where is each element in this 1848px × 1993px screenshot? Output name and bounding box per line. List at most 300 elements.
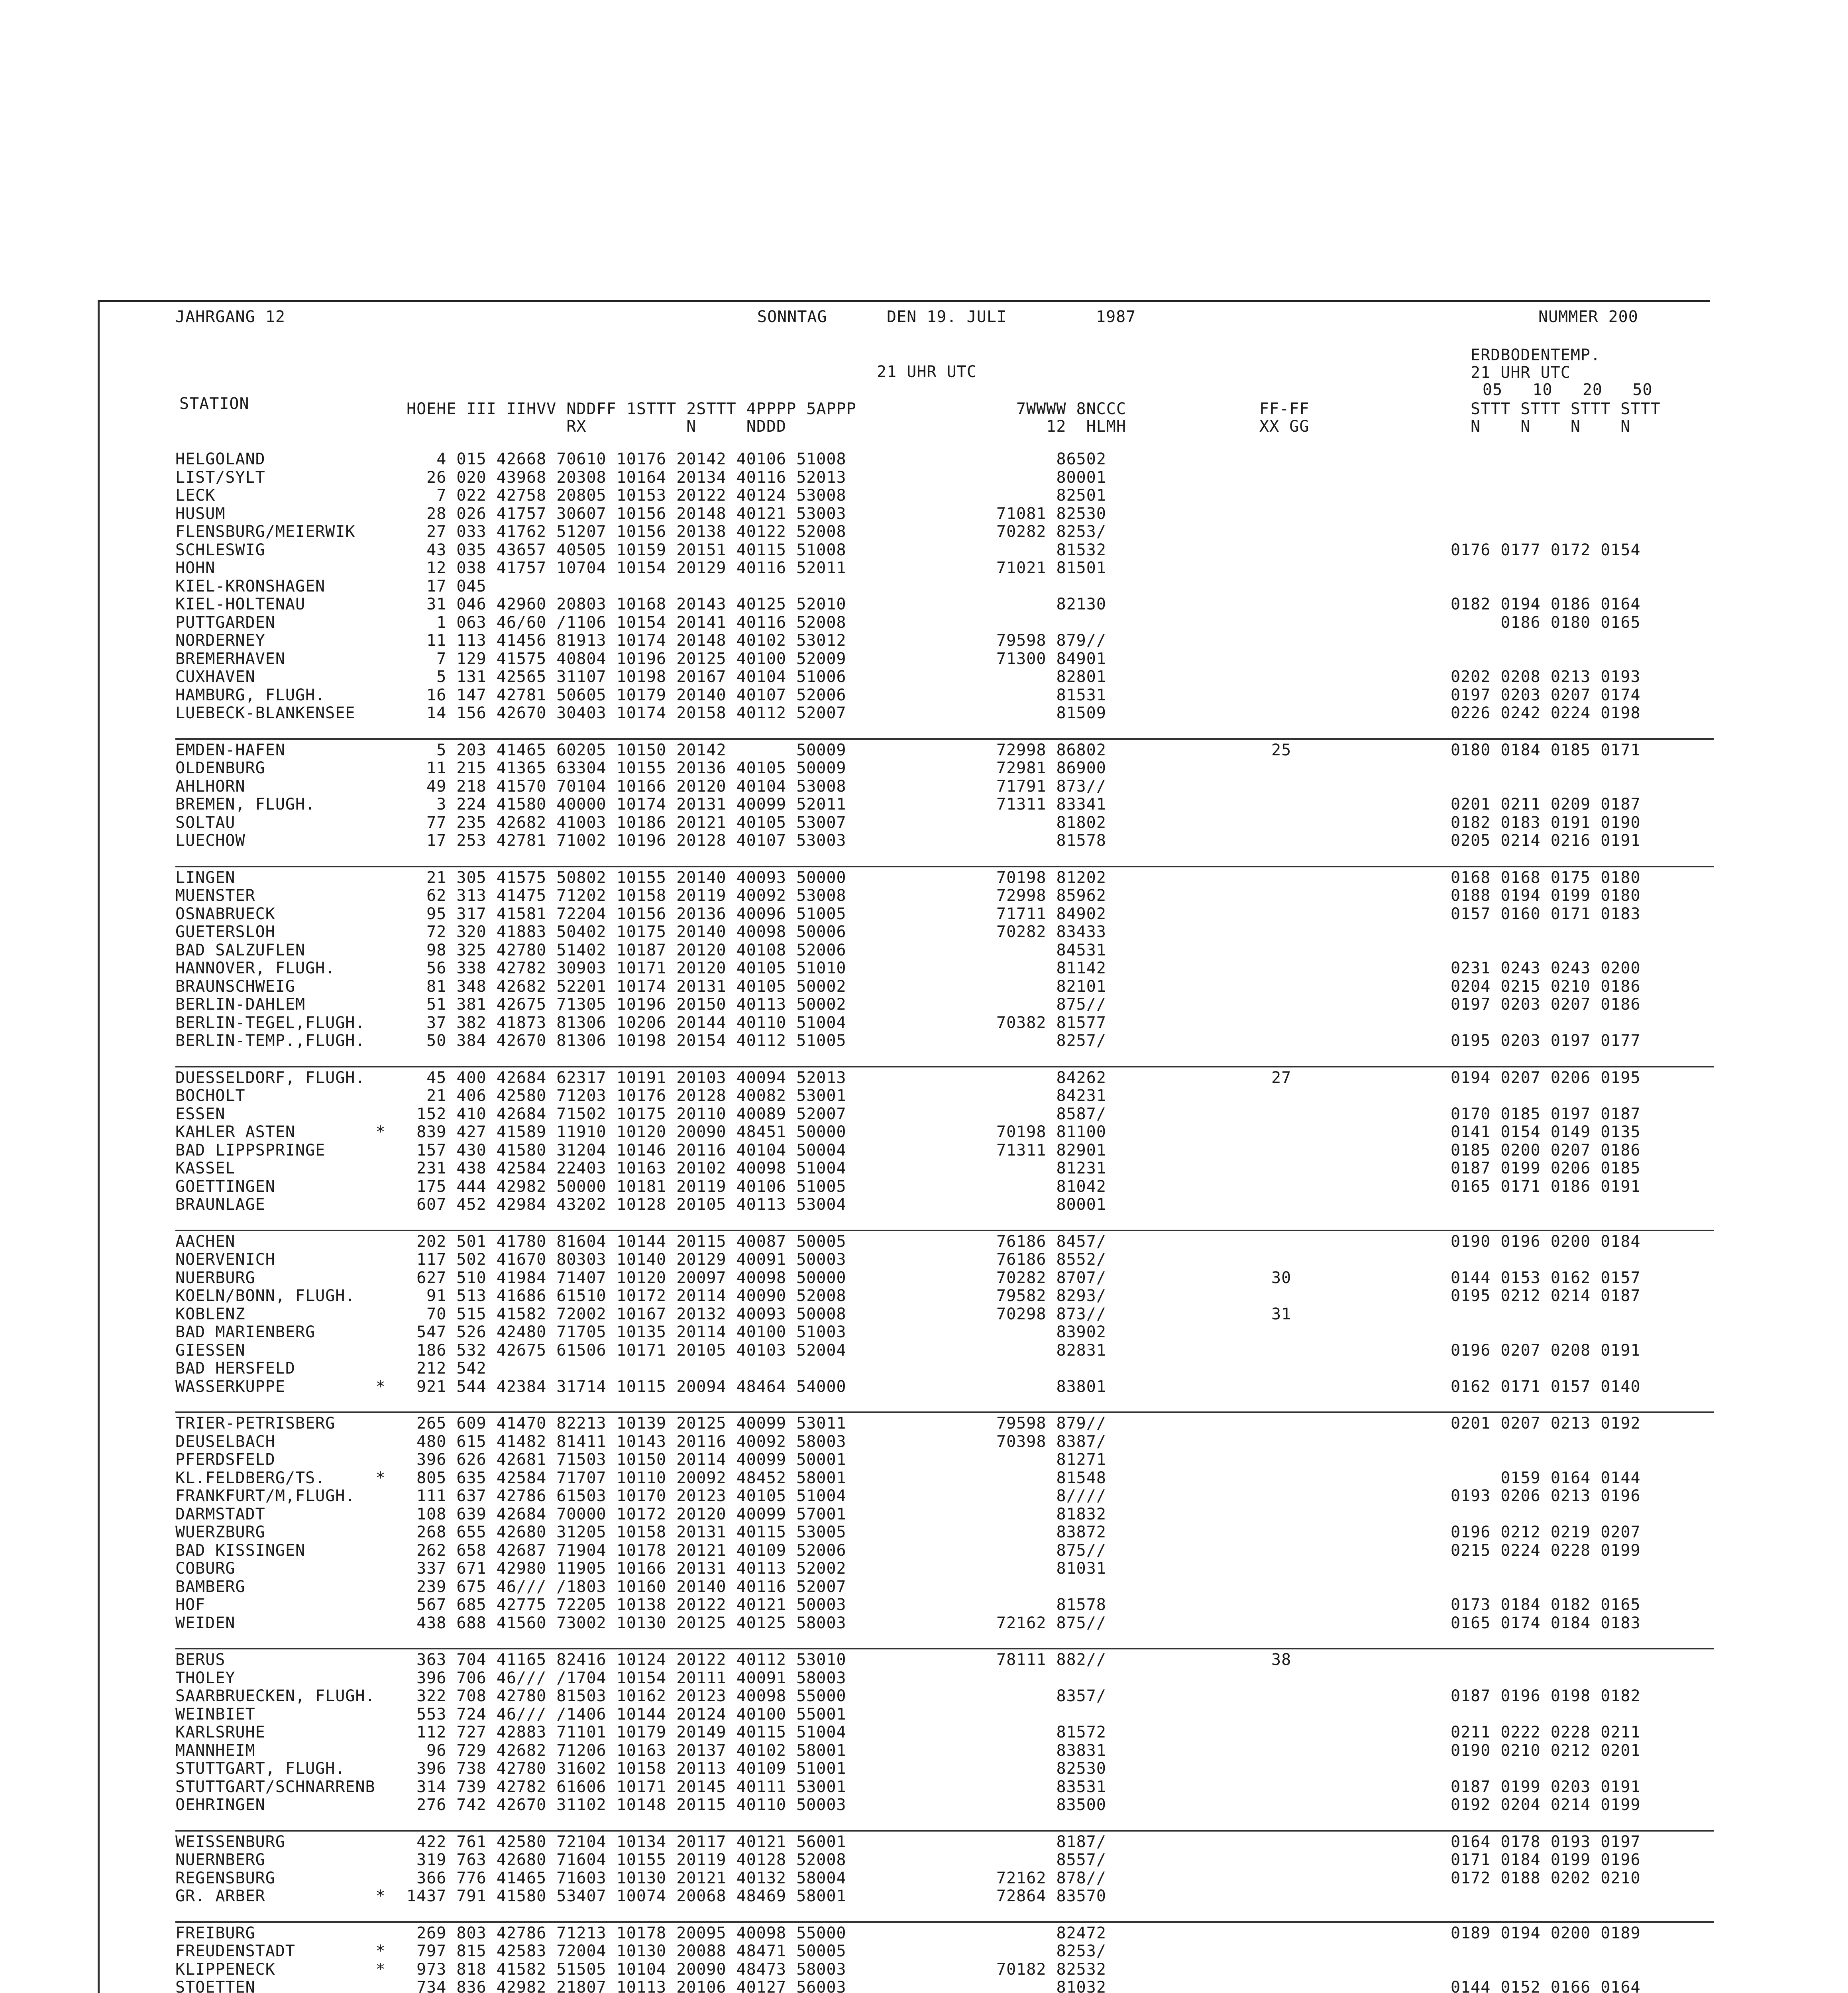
station-name: BERLIN-TEGEL,FLUGH.: [175, 1013, 365, 1032]
table-row: [175, 1887, 1714, 1906]
synop-groups: 875//: [996, 1541, 1106, 1560]
station-name: KAHLER ASTEN: [175, 1123, 295, 1141]
jahrgang-label: JAHRGANG 12: [175, 308, 285, 326]
main-groups: 81 348 42682 52201 10174 20131 40105 50002: [407, 977, 846, 996]
gust-value: 31: [1271, 1305, 1292, 1323]
synop-groups: 71081 82530: [996, 504, 1106, 523]
station-name: THOLEY: [175, 1669, 236, 1687]
table-row: [175, 1069, 1714, 1087]
main-groups: 212 542: [407, 1359, 487, 1378]
main-groups: 95 317 41581 72204 10156 20136 40096 51005: [407, 904, 846, 923]
main-groups: 49 218 41570 70104 10166 20120 40104 53008: [407, 777, 846, 796]
station-name: HANNOVER, FLUGH.: [175, 959, 336, 977]
main-groups: 157 430 41580 31204 10146 20116 40104 50004: [407, 1141, 846, 1160]
station-name: AHLHORN: [175, 777, 245, 796]
soil-temperatures: 0186 0180 0165: [1451, 613, 1641, 632]
soil-temperatures: 0187 0196 0198 0182: [1451, 1687, 1641, 1705]
synop-groups: 70198 81100: [996, 1123, 1106, 1141]
station-name: HOF: [175, 1596, 206, 1614]
main-groups: 45 400 42684 62317 10191 20103 40094 52013: [407, 1068, 846, 1087]
mountain-station-mark: *: [375, 1942, 386, 1960]
station-name: SAARBRUECKEN, FLUGH.: [175, 1687, 375, 1705]
station-name: LECK: [175, 486, 216, 505]
synop-groups: 81578: [996, 1596, 1106, 1614]
main-groups: 276 742 42670 31102 10148 20115 40110 50003: [407, 1796, 846, 1814]
soil-time: 21 UHR UTC: [1471, 364, 1571, 382]
table-row: [175, 1542, 1714, 1560]
soil-temperatures: 0165 0174 0184 0183: [1451, 1614, 1641, 1632]
column-gust-subheader: XX GG: [1259, 417, 1310, 436]
main-groups: 111 637 42786 61503 10170 20123 40105 51004: [407, 1487, 846, 1505]
table-row: [175, 1578, 1714, 1596]
main-groups: 17 253 42781 71002 10196 20128 40107 53003: [407, 831, 846, 850]
station-name: FLENSBURG/MEIERWIK: [175, 523, 355, 541]
soil-temperatures: 0196 0212 0219 0207: [1451, 1523, 1641, 1541]
main-groups: 37 382 41873 81306 10206 20144 40110 51004: [407, 1013, 846, 1032]
station-name: AACHEN: [175, 1232, 236, 1251]
table-row: [175, 814, 1714, 832]
station-name: BERLIN-DAHLEM: [175, 995, 306, 1014]
main-groups: 112 727 42883 71101 10179 20149 40115 51004: [407, 1723, 846, 1741]
synop-groups: 8253/: [996, 1942, 1106, 1960]
station-name: STUTTGART, FLUGH.: [175, 1759, 346, 1778]
main-groups: 12 038 41757 10704 10154 20129 40116 52011: [407, 559, 846, 577]
soil-temperatures: 0172 0188 0202 0210: [1451, 1869, 1641, 1887]
mountain-station-mark: *: [375, 1960, 386, 1979]
table-row: [175, 1560, 1714, 1578]
station-name: MANNHEIM: [175, 1741, 255, 1760]
soil-temperatures: 0176 0177 0172 0154: [1451, 541, 1641, 559]
soil-temperatures: 0205 0214 0216 0191: [1451, 831, 1641, 850]
station-name: NUERNBERG: [175, 1851, 265, 1869]
station-name: KL.FELDBERG/TS.: [175, 1468, 326, 1487]
table-row: [175, 941, 1714, 960]
synop-groups: 72864 83570: [996, 1887, 1106, 1905]
soil-temperatures: 0189 0194 0200 0189: [1451, 1924, 1641, 1942]
synop-groups: 86502: [996, 450, 1106, 468]
main-groups: 262 658 42687 71904 10178 20121 40109 52006: [407, 1541, 846, 1560]
synop-groups: 81031: [996, 1559, 1106, 1578]
gust-value: 38: [1271, 1651, 1292, 1669]
soil-temperatures: 0141 0154 0149 0135: [1451, 1123, 1641, 1141]
synop-groups: 81032: [996, 1978, 1106, 1993]
main-groups: 607 452 42984 43202 10128 20105 40113 53004: [407, 1195, 846, 1214]
station-name: STOETTEN: [175, 1978, 255, 1993]
soil-temperatures: 0195 0203 0197 0177: [1451, 1032, 1641, 1050]
synop-groups: 72162 878//: [996, 1869, 1106, 1887]
table-row: [175, 1687, 1714, 1706]
table-row: [175, 1506, 1714, 1524]
synop-groups: 72981 86900: [996, 759, 1106, 777]
synop-groups: 82831: [996, 1341, 1106, 1360]
main-groups: 5 203 41465 60205 10150 20142 50009: [407, 741, 846, 759]
table-row: [175, 1178, 1714, 1196]
main-groups: 553 724 46/// /1406 10144 20124 40100 55001: [407, 1705, 846, 1724]
soil-temperatures: 0171 0184 0199 0196: [1451, 1851, 1641, 1869]
station-name: NOERVENICH: [175, 1250, 275, 1269]
station-name: TRIER-PETRISBERG: [175, 1414, 336, 1433]
column-main-subheader: RX N NDDD: [407, 417, 787, 436]
station-name: BERLIN-TEMP.,FLUGH.: [175, 1032, 365, 1050]
soil-temperatures: 0231 0243 0243 0200: [1451, 959, 1641, 977]
synop-groups: 83872: [996, 1523, 1106, 1541]
station-name: PFERDSFELD: [175, 1451, 275, 1469]
main-groups: 396 626 42681 71503 10150 20114 40099 50001: [407, 1451, 846, 1469]
table-row: [175, 1415, 1714, 1433]
main-groups: 734 836 42982 21807 10113 20106 40127 56003: [407, 1978, 846, 1993]
main-groups: 5 131 42565 31107 10198 20167 40104 51006: [407, 668, 846, 686]
station-group: [175, 1411, 1714, 1632]
synop-groups: 8557/: [996, 1851, 1106, 1869]
main-groups: 31 046 42960 20803 10168 20143 40125 52010: [407, 595, 846, 613]
table-row: [175, 1869, 1714, 1888]
table-row: [175, 469, 1714, 487]
table-row: [175, 1487, 1714, 1506]
table-row: [175, 614, 1714, 632]
soil-temperatures: 0187 0199 0206 0185: [1451, 1159, 1641, 1177]
soil-temp-title: ERDBODENTEMP.: [1471, 346, 1601, 364]
table-row: [175, 869, 1714, 887]
station-name: NUERBURG: [175, 1268, 255, 1287]
station-name: WASSERKUPPE: [175, 1377, 285, 1396]
table-row: [175, 1778, 1714, 1796]
station-name: COBURG: [175, 1559, 236, 1578]
table-row: [175, 1942, 1714, 1961]
synop-groups: 82472: [996, 1924, 1106, 1942]
synop-groups: 70298 873//: [996, 1305, 1106, 1323]
station-group: [175, 866, 1714, 1050]
station-name: KIEL-HOLTENAU: [175, 595, 306, 613]
soil-temperatures: 0170 0185 0197 0187: [1451, 1105, 1641, 1123]
station-name: LIST/SYLT: [175, 468, 265, 487]
main-groups: 72 320 41883 50402 10175 20140 40098 50006: [407, 923, 846, 941]
station-name: NORDERNEY: [175, 631, 265, 650]
main-groups: 27 033 41762 51207 10156 20138 40122 52008: [407, 523, 846, 541]
column-synop-header: 7WWWW 8NCCC: [1016, 400, 1126, 418]
main-groups: 28 026 41757 30607 10156 20148 40121 53003: [407, 504, 846, 523]
station-name: DEUSELBACH: [175, 1432, 275, 1451]
mountain-station-mark: *: [375, 1468, 386, 1487]
table-row: [175, 887, 1714, 905]
main-groups: 98 325 42780 51402 10187 20120 40108 52006: [407, 941, 846, 959]
table-row: [175, 1087, 1714, 1105]
main-groups: 322 708 42780 81503 10162 20123 40098 55000: [407, 1687, 846, 1705]
station-name: KOBLENZ: [175, 1305, 245, 1323]
soil-temperatures: 0192 0204 0214 0199: [1451, 1796, 1641, 1814]
synop-groups: 72998 85962: [996, 886, 1106, 905]
main-groups: 3 224 41580 40000 10174 20131 40099 52011: [407, 795, 846, 814]
main-groups: 268 655 42680 31205 10158 20131 40115 53005: [407, 1523, 846, 1541]
synop-groups: 70382 81577: [996, 1013, 1106, 1032]
column-main-header: HOEHE III IIHVV NDDFF 1STTT 2STTT 4PPPP 5APPP: [407, 400, 856, 418]
synop-groups: 81578: [996, 831, 1106, 850]
synop-groups: 72998 86802: [996, 741, 1106, 759]
table-row: [175, 1014, 1714, 1032]
column-soil-subheader: N N N N: [1471, 417, 1631, 436]
main-groups: 152 410 42684 71502 10175 20110 40089 52007: [407, 1105, 846, 1123]
station-name: MUENSTER: [175, 886, 255, 905]
main-groups: 231 438 42584 22403 10163 20102 40098 51004: [407, 1159, 846, 1177]
synop-groups: 82101: [996, 977, 1106, 996]
soil-temperatures: 0165 0171 0186 0191: [1451, 1177, 1641, 1196]
soil-temperatures: 0195 0212 0214 0187: [1451, 1287, 1641, 1305]
main-groups: 108 639 42684 70000 10172 20120 40099 57001: [407, 1505, 846, 1523]
main-groups: 51 381 42675 71305 10196 20150 40113 50002: [407, 995, 846, 1014]
station-name: BREMERHAVEN: [175, 649, 285, 668]
table-row: [175, 759, 1714, 778]
main-groups: 269 803 42786 71213 10178 20095 40098 55000: [407, 1924, 846, 1942]
station-name: HELGOLAND: [175, 450, 265, 468]
table-row: [175, 505, 1714, 523]
synop-groups: 8187/: [996, 1832, 1106, 1851]
soil-temperatures: 0157 0160 0171 0183: [1451, 904, 1641, 923]
table-row: [175, 832, 1714, 850]
synop-groups: 81802: [996, 813, 1106, 832]
station-name: GOETTINGEN: [175, 1177, 275, 1196]
main-groups: 11 215 41365 63304 10155 20136 40105 50009: [407, 759, 846, 777]
soil-temperatures: 0196 0207 0208 0191: [1451, 1341, 1641, 1360]
table-row: [175, 541, 1714, 560]
column-gust-header: FF-FF: [1259, 400, 1310, 418]
main-groups: 1437 791 41580 53407 10074 20068 48469 58001: [407, 1887, 846, 1905]
table-row: [175, 905, 1714, 924]
synop-groups: 84531: [996, 941, 1106, 959]
gust-value: 30: [1271, 1268, 1292, 1287]
synop-groups: 71311 82901: [996, 1141, 1106, 1160]
soil-temperatures: 0211 0222 0228 0211: [1451, 1723, 1641, 1741]
station-name: WEISSENBURG: [175, 1832, 285, 1851]
main-groups: 973 818 41582 51505 10104 20090 48473 58003: [407, 1960, 846, 1979]
main-groups: 43 035 43657 40505 10159 20151 40115 51008: [407, 541, 846, 559]
main-groups: 805 635 42584 71707 10110 20092 48452 58001: [407, 1468, 846, 1487]
column-soil-header: STTT STTT STTT STTT: [1471, 400, 1661, 418]
soil-temperatures: 0144 0153 0162 0157: [1451, 1268, 1641, 1287]
table-row: [175, 1469, 1714, 1488]
table-row: [175, 523, 1714, 541]
soil-temperatures: 0182 0183 0191 0190: [1451, 813, 1641, 832]
synop-groups: 78111 882//: [996, 1651, 1106, 1669]
main-groups: 839 427 41589 11910 10120 20090 48451 50000: [407, 1123, 846, 1141]
synop-groups: 83801: [996, 1377, 1106, 1396]
soil-temperatures: 0197 0203 0207 0174: [1451, 686, 1641, 704]
synop-groups: 8257/: [996, 1032, 1106, 1050]
station-name: OLDENBURG: [175, 759, 265, 777]
synop-groups: 83531: [996, 1777, 1106, 1796]
table-row: [175, 1305, 1714, 1324]
station-name: DARMSTADT: [175, 1505, 265, 1523]
station-name: WEIDEN: [175, 1614, 236, 1632]
station-name: FRANKFURT/M,FLUGH.: [175, 1487, 355, 1505]
table-row: [175, 487, 1714, 505]
table-row: [175, 1924, 1714, 1943]
table-row: [175, 1233, 1714, 1251]
column-station: STATION: [179, 395, 249, 413]
station-name: LUECHOW: [175, 831, 245, 850]
soil-temperatures: 0180 0184 0185 0171: [1451, 741, 1641, 759]
soil-temperatures: 0185 0200 0207 0186: [1451, 1141, 1641, 1160]
main-groups: 70 515 41582 72002 10167 20132 40093 50008: [407, 1305, 846, 1323]
synop-groups: 70282 8253/: [996, 523, 1106, 541]
gust-value: 27: [1271, 1068, 1292, 1087]
station-name: KIEL-KRONSHAGEN: [175, 577, 326, 596]
mountain-station-mark: *: [375, 1887, 386, 1905]
main-groups: 16 147 42781 50605 10179 20140 40107 52006: [407, 686, 846, 704]
table-row: [175, 1123, 1714, 1142]
station-name: ESSEN: [175, 1105, 226, 1123]
station-name: FREIBURG: [175, 1924, 255, 1942]
main-groups: 319 763 42680 71604 10155 20119 40128 52008: [407, 1851, 846, 1869]
issue-number: NUMMER 200: [1538, 308, 1638, 326]
main-groups: 7 129 41575 40804 10196 20125 40100 52009: [407, 649, 846, 668]
main-groups: 56 338 42782 30903 10171 20120 40105 51010: [407, 959, 846, 977]
station-name: BAD KISSINGEN: [175, 1541, 306, 1560]
main-groups: 202 501 41780 81604 10144 20115 40087 50005: [407, 1232, 846, 1251]
station-name: CUXHAVEN: [175, 668, 255, 686]
main-groups: 366 776 41465 71603 10130 20121 40132 58004: [407, 1869, 846, 1887]
table-row: [175, 1360, 1714, 1378]
synop-groups: 82530: [996, 1759, 1106, 1778]
station-name: OSNABRUECK: [175, 904, 275, 923]
synop-groups: 71711 84902: [996, 904, 1106, 923]
main-groups: 21 305 41575 50802 10155 20140 40093 50000: [407, 868, 846, 887]
synop-groups: 81832: [996, 1505, 1106, 1523]
station-group: [175, 1830, 1714, 1906]
synop-groups: 81231: [996, 1159, 1106, 1177]
synop-groups: 82501: [996, 486, 1106, 505]
main-groups: 91 513 41686 61510 10172 20114 40090 52008: [407, 1287, 846, 1305]
soil-temperatures: 0159 0164 0144: [1451, 1468, 1641, 1487]
table-row: [175, 1651, 1714, 1669]
station-name: LUEBECK-BLANKENSEE: [175, 704, 355, 722]
main-groups: 17 045: [407, 577, 487, 596]
station-name: GIESSEN: [175, 1341, 245, 1360]
station-name: REGENSBURG: [175, 1869, 275, 1887]
soil-temperatures: 0190 0196 0200 0184: [1451, 1232, 1641, 1251]
soil-temperatures: 0201 0207 0213 0192: [1451, 1414, 1641, 1433]
synop-groups: 79582 8293/: [996, 1287, 1106, 1305]
table-row: [175, 1833, 1714, 1851]
main-groups: 62 313 41475 71202 10158 20119 40092 53008: [407, 886, 846, 905]
synop-groups: 79598 879//: [996, 631, 1106, 650]
main-groups: 11 113 41456 81913 10174 20148 40102 53012: [407, 631, 846, 650]
station-name: PUTTGARDEN: [175, 613, 275, 632]
soil-temperatures: 0197 0203 0207 0186: [1451, 995, 1641, 1014]
table-row: [175, 1451, 1714, 1469]
table-row: [175, 596, 1714, 614]
synop-groups: 71021 81501: [996, 559, 1106, 577]
station-name: BAD MARIENBERG: [175, 1323, 316, 1341]
station-name: STUTTGART/SCHNARRENB: [175, 1777, 375, 1796]
synop-groups: 81042: [996, 1177, 1106, 1196]
observation-time: 21 UHR UTC: [877, 363, 977, 381]
soil-temperatures: 0204 0215 0210 0186: [1451, 977, 1641, 996]
station-name: BOCHOLT: [175, 1087, 245, 1105]
station-name: KOELN/BONN, FLUGH.: [175, 1287, 355, 1305]
synop-groups: 76186 8457/: [996, 1232, 1106, 1251]
main-groups: 7 022 42758 20805 10153 20122 40124 53008: [407, 486, 846, 505]
synop-groups: 83902: [996, 1323, 1106, 1341]
station-name: FREUDENSTADT: [175, 1942, 295, 1960]
main-groups: 4 015 42668 70610 10176 20142 40106 51008: [407, 450, 846, 468]
synop-groups: 70282 83433: [996, 923, 1106, 941]
synop-groups: 71791 873//: [996, 777, 1106, 796]
main-groups: 21 406 42580 71203 10176 20128 40082 53001: [407, 1087, 846, 1105]
station-name: BRAUNSCHWEIG: [175, 977, 295, 996]
table-row: [175, 959, 1714, 978]
table-row: [175, 1614, 1714, 1633]
table-row: [175, 923, 1714, 941]
station-name: WEINBIET: [175, 1705, 255, 1724]
station-name: BAD LIPPSPRINGE: [175, 1141, 326, 1160]
table-row: [175, 1378, 1714, 1396]
synop-groups: 81271: [996, 1451, 1106, 1469]
synop-groups: 81509: [996, 704, 1106, 722]
synop-groups: 81142: [996, 959, 1106, 977]
station-name: KASSEL: [175, 1159, 236, 1177]
synop-groups: 8587/: [996, 1105, 1106, 1123]
station-name: BREMEN, FLUGH.: [175, 795, 316, 814]
table-row: [175, 559, 1714, 578]
synop-groups: 82801: [996, 668, 1106, 686]
soil-depths: 05 10 20 50: [1483, 381, 1653, 399]
table-row: [175, 1342, 1714, 1360]
synop-groups: 79598 879//: [996, 1414, 1106, 1433]
soil-temperatures: 0193 0206 0213 0196: [1451, 1487, 1641, 1505]
main-groups: 26 020 43968 20308 10164 20134 40116 52013: [407, 468, 846, 487]
main-groups: 314 739 42782 61606 10171 20145 40111 53001: [407, 1777, 846, 1796]
table-row: [175, 1979, 1714, 1993]
soil-temperatures: 0188 0194 0199 0180: [1451, 886, 1641, 905]
table-row: [175, 1724, 1714, 1742]
main-groups: 96 729 42682 71206 10163 20137 40102 58001: [407, 1741, 846, 1760]
table-row: [175, 1742, 1714, 1760]
table-row: [175, 668, 1714, 686]
synop-groups: 8////: [996, 1487, 1106, 1505]
table-row: [175, 1251, 1714, 1269]
table-row: [175, 978, 1714, 996]
table-row: [175, 1851, 1714, 1869]
table-row: [175, 1287, 1714, 1305]
main-groups: 921 544 42384 31714 10115 20094 48464 54000: [407, 1377, 846, 1396]
synop-groups: 80001: [996, 1195, 1106, 1214]
soil-temperatures: 0168 0168 0175 0180: [1451, 868, 1641, 887]
main-groups: 239 675 46/// /1803 10160 20140 40116 52007: [407, 1577, 846, 1596]
main-groups: 186 532 42675 61506 10171 20105 40103 52004: [407, 1341, 846, 1360]
synop-groups: 76186 8552/: [996, 1250, 1106, 1269]
station-table: [175, 450, 1714, 1993]
main-groups: 396 738 42780 31602 10158 20113 40109 51001: [407, 1759, 846, 1778]
synop-groups: 70182 82532: [996, 1960, 1106, 1979]
synop-groups: 81532: [996, 541, 1106, 559]
station-name: BAMBERG: [175, 1577, 245, 1596]
station-name: KARLSRUHE: [175, 1723, 265, 1741]
table-row: [175, 1323, 1714, 1342]
table-row: [175, 1523, 1714, 1542]
station-name: BERUS: [175, 1651, 226, 1669]
station-name: LINGEN: [175, 868, 236, 887]
synop-groups: 72162 875//: [996, 1614, 1106, 1632]
soil-temperatures: 0226 0242 0224 0198: [1451, 704, 1641, 722]
table-row: [175, 1142, 1714, 1160]
main-groups: 265 609 41470 82213 10139 20125 40099 53011: [407, 1414, 846, 1433]
table-row: [175, 704, 1714, 723]
table-row: [175, 1196, 1714, 1214]
station-group: [175, 1648, 1714, 1814]
station-name: HOHN: [175, 559, 216, 577]
table-row: [175, 1796, 1714, 1814]
table-row: [175, 1269, 1714, 1287]
station-name: GR. ARBER: [175, 1887, 265, 1905]
